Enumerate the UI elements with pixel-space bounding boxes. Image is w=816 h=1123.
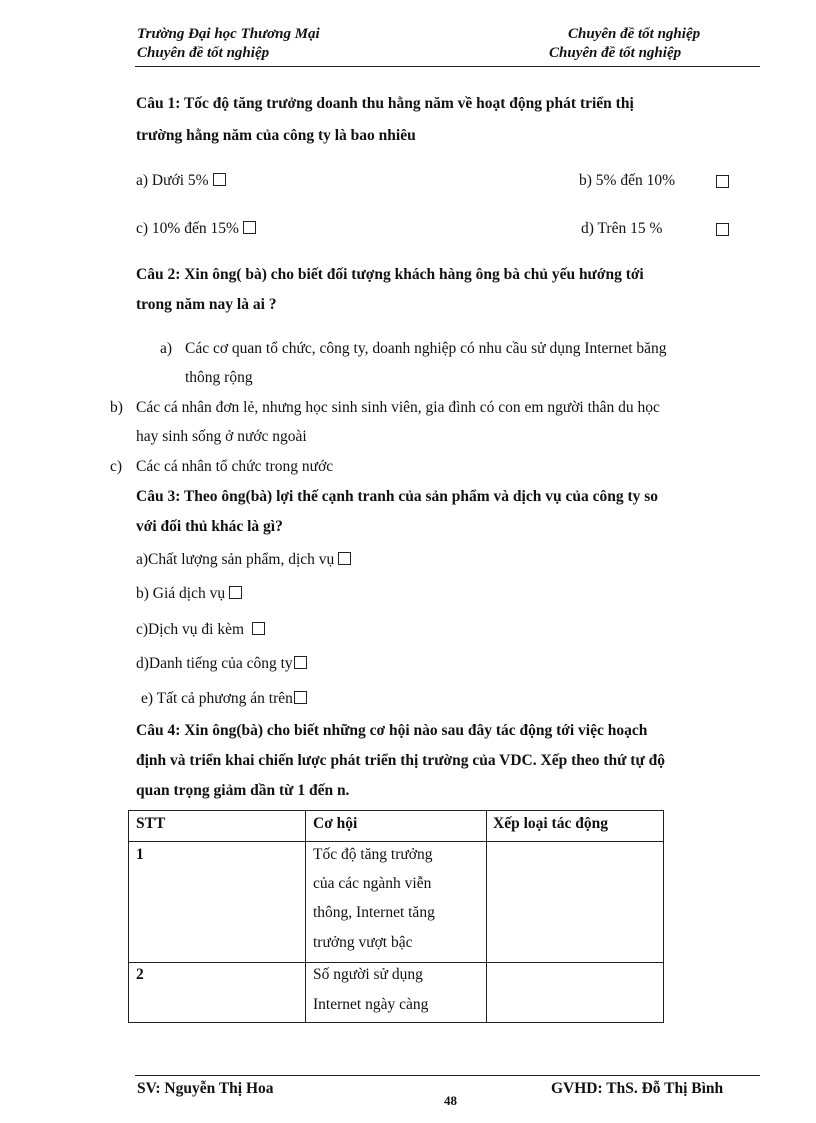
q2-option-a-line1: Các cơ quan tổ chức, công ty, doanh nghiệp có nhu cầu sử dụng Internet băng xyxy=(185,340,667,357)
q3-option-e-checkbox[interactable] xyxy=(294,691,307,704)
page-number: 48 xyxy=(444,1093,457,1108)
q3-option-e-label: e) Tất cả phương án trên xyxy=(141,690,293,707)
table-row-1-line2: của các ngành viễn xyxy=(313,875,432,892)
q1-option-b-label: b) 5% đến 10% xyxy=(579,172,675,189)
q1-option-a xyxy=(136,172,226,190)
q2-option-b-line2: hay sinh sống ở nước ngoài xyxy=(136,428,307,445)
q1-option-a-label: a) Dưới 5% xyxy=(136,172,209,189)
q1-option-d-checkbox[interactable] xyxy=(716,223,729,236)
q2-option-b-line1: Các cá nhân đơn lẻ, nhưng học sinh sinh viên, gia đình có con em người thân du học xyxy=(136,399,660,416)
q3-option-a-label: a)Chất lượng sản phẩm, dịch vụ xyxy=(136,551,335,568)
q2-option-c-line1: Các cá nhân tổ chức trong nước xyxy=(136,458,334,475)
q1-option-c-label: c) 10% đến 15% xyxy=(136,220,239,237)
table-row-1-stt: 1 xyxy=(136,846,144,863)
q1-option-b xyxy=(579,172,675,190)
table-row-1-line1: Tốc độ tăng trưởng xyxy=(313,846,433,863)
header-doc-type-right-2: Chuyên đề tốt nghiệp xyxy=(549,45,682,61)
table-row-1-line4: trưởng vượt bậc xyxy=(313,934,413,951)
header-doc-type-right-1: Chuyên đề tốt nghiệp xyxy=(568,26,701,42)
footer-rule xyxy=(135,1075,760,1076)
q2-text-line1: Câu 2: Xin ông( bà) cho biết đối tượng khách hàng ông bà chủ yếu hướng tới xyxy=(136,266,644,283)
q2-option-b-marker: b) xyxy=(110,399,123,416)
q3-option-d-checkbox[interactable] xyxy=(294,656,307,669)
table-header-stt: STT xyxy=(136,815,166,832)
header-rule xyxy=(135,66,760,67)
table-border-col1 xyxy=(305,810,306,1023)
table-header-opportunity: Cơ hội xyxy=(313,815,358,832)
q1-option-c-checkbox[interactable] xyxy=(243,221,256,234)
table-header-impact-rank: Xếp loại tác động xyxy=(493,815,608,832)
q1-option-c xyxy=(136,220,256,238)
q3-text-line2: với đối thủ khác là gì? xyxy=(136,518,283,535)
q3-text-line1: Câu 3: Theo ông(bà) lợi thế cạnh tranh của sản phẩm và dịch vụ của công ty so xyxy=(136,488,659,505)
q2-text-line2: trong năm nay là ai ? xyxy=(136,296,277,313)
q3-option-c xyxy=(136,621,265,639)
footer-student-name: SV: Nguyễn Thị Hoa xyxy=(137,1080,274,1097)
table-border-bottom xyxy=(128,1022,664,1023)
q1-option-d xyxy=(581,220,662,238)
footer-advisor-name: GVHD: ThS. Đỗ Thị Bình xyxy=(551,1080,724,1097)
q1-option-a-checkbox[interactable] xyxy=(213,173,226,186)
q2-option-c-marker: c) xyxy=(110,458,123,475)
q1-option-d-label: d) Trên 15 % xyxy=(581,220,663,237)
table-row-2-stt: 2 xyxy=(136,966,144,983)
table-border-right xyxy=(663,810,664,1023)
q4-text-line1: Câu 4: Xin ông(bà) cho biết những cơ hội nào sau đây tác động tới việc hoạch xyxy=(136,722,648,739)
q3-option-b xyxy=(136,585,242,603)
q3-option-d-label: d)Danh tiếng của công ty xyxy=(136,655,293,672)
q4-text-line3: quan trọng giảm dần từ 1 đến n. xyxy=(136,782,350,799)
q1-text-line2: trường hằng năm của công ty là bao nhiêu xyxy=(136,127,416,144)
opportunity-table xyxy=(128,810,664,1023)
q3-option-c-checkbox[interactable] xyxy=(252,622,265,635)
table-border-col2 xyxy=(486,810,487,1023)
header-school-name: Trường Đại học Thương Mại xyxy=(137,26,320,42)
table-row-1-line3: thông, Internet tăng xyxy=(313,904,435,921)
q3-option-b-checkbox[interactable] xyxy=(229,586,242,599)
q2-option-a-line2: thông rộng xyxy=(185,369,253,386)
table-border-left xyxy=(128,810,129,1023)
q3-option-d xyxy=(136,655,307,673)
table-row-2-line1: Số người sử dụng xyxy=(313,966,423,983)
q3-option-a xyxy=(136,551,351,569)
q2-option-a-marker: a) xyxy=(160,340,173,357)
q3-option-e xyxy=(141,690,307,708)
table-row-2-line2: Internet ngày càng xyxy=(313,996,429,1013)
q1-option-b-checkbox[interactable] xyxy=(716,175,729,188)
q3-option-b-label: b) Giá dịch vụ xyxy=(136,585,226,602)
q3-option-c-label: c)Dịch vụ đi kèm xyxy=(136,621,245,638)
q1-text-line1: Câu 1: Tốc độ tăng trưởng doanh thu hằng năm về hoạt động phát triển thị xyxy=(136,95,634,112)
q3-option-a-checkbox[interactable] xyxy=(338,552,351,565)
header-doc-type-left: Chuyên đề tốt nghiệp xyxy=(137,45,270,61)
q4-text-line2: định và triển khai chiến lược phát triển thị trường của VDC. Xếp theo thứ tự độ xyxy=(136,752,666,769)
